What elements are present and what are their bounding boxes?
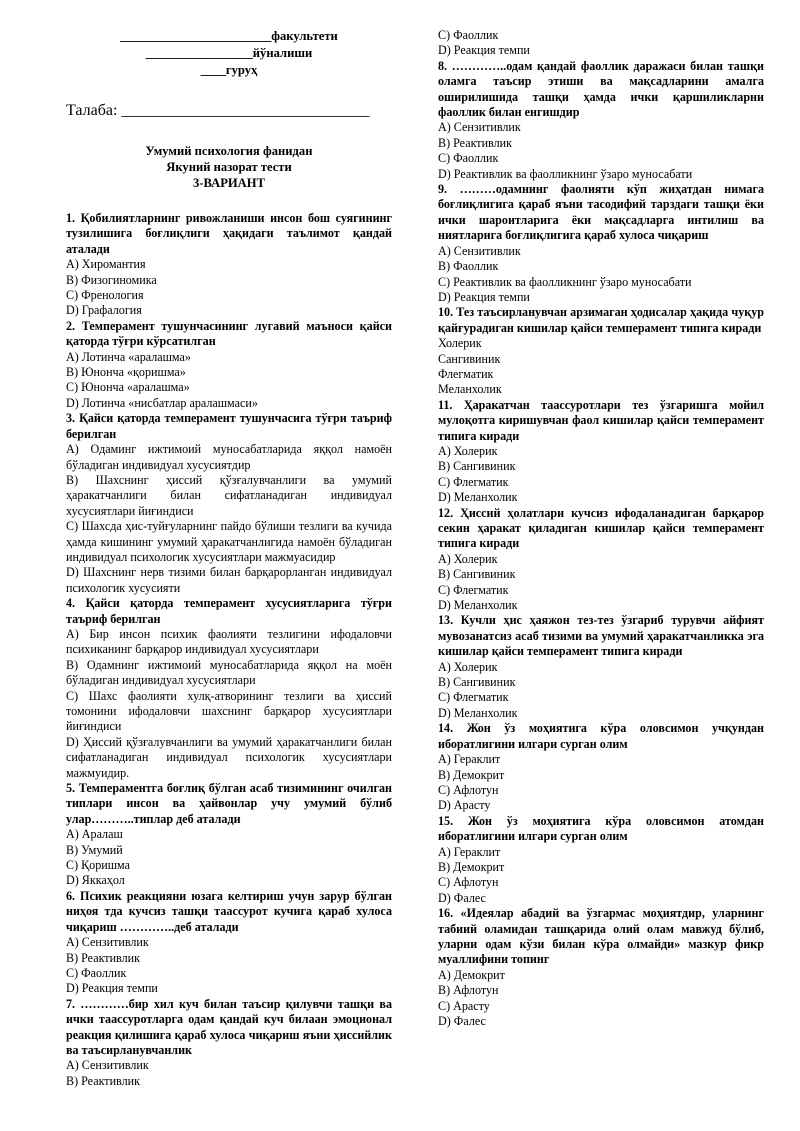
subject-title: Умумий психология фанидан	[145, 144, 313, 158]
answer-option: Сангивиник	[438, 351, 501, 366]
answer-option: B) Демокрит	[438, 859, 505, 874]
answer-option: C) Арасту	[438, 998, 490, 1013]
answer-option: Холерик	[438, 336, 482, 351]
question-text: 11. Ҳаракатчан таассуротлари тез ўзгаришга мойил мулоқотга киришувчан фаол кишилар қайси темперамент типига киради	[438, 397, 764, 443]
answer-option: D) Меланхолик	[438, 490, 518, 505]
question-text: 7. …………бир хил куч билан таъсир қилувчи ташқи ва ички таассуротларга одам қандай куч билаан эмоционал реакция қилишига қараб хулоса чиқариш яъни ҳиссийлик ва таъсирланувчанлик	[66, 996, 392, 1057]
student-label: Талаба:	[66, 102, 118, 119]
answer-option: C) Флегматик	[438, 582, 509, 597]
answer-option: C) Шахс фаолияти хулқ-атворининг тезлиги ва ҳиссий томонини ифодаловчи шахснинг барқарор хусусиятлари йиғиндиси	[66, 688, 392, 734]
question-text: 10. Тез таъсирланувчан арзимаган ҳодисалар ҳақида чуқур қайғурадиган кишилар қайси темперамент типига киради	[438, 305, 764, 335]
answer-option: A) Одаминг ижтимоий муносабатларида яққол намоён бўладиган индивидуал хусусиятдир	[66, 442, 392, 472]
answer-option: A) Хиромантия	[66, 257, 146, 272]
answer-option: B) Шахснинг ҳиссий қўзғалувчанлиги ва умумий ҳаракатчанлиги билан сифатланадиган индивидуал хусусиятлари йиғиндиси	[66, 472, 392, 518]
answer-option: D) Реактивлик ва фаолликнинг ўзаро муносабати	[438, 166, 693, 181]
right-column	[438, 28, 764, 1029]
question-text: 13. Кучли ҳис ҳаяжон тез-тез ўзгариб турувчи айфият мувозанатсиз асаб тизими ва умумий ҳаракатчанликка эга кишилар қайси темперамент типига киради	[438, 613, 764, 659]
answer-option: D) Реакция темпи	[66, 981, 158, 996]
question-text: 9. ………одамнинг фаолияти кўп жиҳатдан нимага боғлиқлигига қараб яъни тасодифий тарздаги ташқи ёки ички шароитларига ёки мақсадларга интилиш ва ниятларига боғлиқлигига қараб хулоса чиқариш	[438, 182, 764, 243]
group-line: ____гуруҳ	[200, 63, 258, 77]
faculty-line: ________________________факультети	[120, 29, 338, 43]
answer-option: B) Одамнинг ижтимоий муносабатларида яққол на моён бўладиган индивидуал хусусиятлари	[66, 657, 392, 688]
answer-option: D) Яккаҳол	[66, 873, 125, 888]
answer-option: A) Аралаш	[66, 827, 123, 842]
answer-option: D) Фалес	[438, 1014, 486, 1028]
answer-option: A) Бир инсон психик фаолияти тезлигини ифодаловчи психиканинг барқарор индивидуал хусусиятлари	[66, 626, 392, 657]
answer-option: C) Флегматик	[438, 474, 509, 489]
question-text: 5. Темпераментга боғлиқ бўлган асаб тизимининг очилган типлари инсон ва ҳайвонлар учу умумий бўлиб улар………..типлар деб аталади	[66, 781, 392, 826]
question-text: 12. Ҳиссий ҳолатлари кучсиз ифодаланадиган барқарор секин ҳаракат қиладиган кишилар қайси темперамент типига киради	[438, 505, 764, 551]
answer-option: Меланхолик	[438, 382, 502, 397]
test-title: Якуний назорат тести	[166, 160, 292, 174]
answer-option: C) Шахсда ҳис-туйғуларнинг пайдо бўлиши тезлиги ва кучида ҳамда кишининг умумий ҳаракатчанлигида намоён бўладиган индивидуал психологик хусусиятлари мажмуасидир	[66, 519, 392, 564]
answer-option: A) Холерик	[438, 443, 498, 458]
answer-option: C) Юнонча «аралашма»	[66, 380, 190, 395]
answer-option: B) Реактивлик	[66, 1073, 140, 1088]
answer-option: B) Умумий	[66, 842, 123, 857]
answer-option: A) Холерик	[438, 659, 498, 674]
answer-option: D) Лотинча «нисбатлар аралашмаси»	[66, 395, 258, 410]
right-question-list	[438, 28, 764, 1029]
answer-option: D) Реакция темпи	[438, 43, 530, 58]
answer-option: A) Демокрит	[438, 967, 505, 982]
answer-option: D) Ҳиссий қўзғалувчанлиги ва умумий ҳаракатчанлиги билан сифатланадиган индивидуал психологик хусусиятлари мажмуидир.	[66, 734, 392, 780]
answer-option: C) Фаоллик	[438, 28, 499, 42]
direction-line: _________________йўналиши	[145, 46, 313, 60]
student-field	[66, 101, 392, 121]
answer-option: C) Афлотун	[438, 782, 499, 797]
question-text: 4. Қайси қаторда темперамент хусусиятларига тўғри таъриф берилган	[66, 596, 392, 626]
question-text: 16. «Идеялар абадий ва ўзгармас моҳиятдир, уларнинг табиий оламидан ташқарида олий олам мавжуд бўлиб, уларни одам кўзи билан кўра олмайди» мазкур фикр муаллифини топинг	[438, 906, 764, 967]
answer-option: D) Шахснинг нерв тизими билан барқарорланган индивидуал психологик хусусияти	[66, 565, 392, 595]
answer-option: B) Сангивиник	[438, 675, 516, 690]
answer-option: C) Флегматик	[438, 690, 509, 705]
answer-option: B) Демокрит	[438, 767, 505, 782]
question-text: 8. …………..одам қандай фаоллик даражаси билан ташқи оламга таъсир этиши ва мақсадларини амалга оширилишида ташқи ҳамда ички қаршиликларни фаоллик билан енгишдир	[438, 58, 764, 120]
answer-option: A) Сензитивлик	[438, 243, 521, 258]
answer-option: C) Фаоллик	[438, 151, 499, 166]
answer-option: C) Фаоллик	[66, 965, 127, 980]
answer-option: B) Фаоллик	[438, 259, 499, 274]
answer-option: D) Арасту	[438, 798, 491, 813]
answer-option: C) Афлотун	[438, 875, 499, 890]
left-column	[66, 28, 392, 1089]
answer-option: A) Гераклит	[438, 752, 501, 767]
student-blank: _______________________________	[121, 102, 370, 119]
answer-option: D) Графалогия	[66, 303, 142, 318]
answer-option: B) Сангивиник	[438, 567, 516, 582]
answer-option: B) Юнонча «қоришма»	[66, 365, 186, 380]
question-text: 14. Жон ўз моҳиятига кўра оловсимон учқундан иборатлигини илгари сурган олим	[438, 721, 764, 751]
answer-option: B) Физогиномика	[66, 272, 157, 287]
answer-option: A) Сензитивлик	[66, 1058, 149, 1073]
answer-option: C) Френология	[66, 288, 144, 303]
answer-option: A) Холерик	[438, 551, 498, 566]
answer-option: C) Реактивлик ва фаолликнинг ўзаро муносабати	[438, 274, 692, 289]
question-text: 15. Жон ўз моҳиятига кўра оловсимон атомдан иборатлигини илгари сурган олим	[438, 813, 764, 844]
answer-option: D) Реакция темпи	[438, 289, 530, 304]
answer-option: D) Фалес	[438, 890, 486, 905]
answer-option: B) Сангивиник	[438, 459, 516, 474]
left-question-list	[66, 211, 392, 1089]
answer-option: A) Сензитивлик	[438, 120, 521, 135]
answer-option: D) Меланхолик	[438, 598, 518, 613]
question-text: 6. Психик реакцияни юзага келтириш учун зарур бўлган ниҳоя тда кучсиз ташқи таассурот кучига қараб хулоса чиқариш …………..деб аталади	[66, 888, 392, 934]
answer-option: A) Гераклит	[438, 844, 501, 859]
answer-option: D) Меланхолик	[438, 705, 518, 720]
answer-option: C) Қоришма	[66, 858, 130, 873]
question-text: 1. Қобилиятларнинг ривожланиши инсон бош суягининг тузилишига боғлиқлиги ҳақидаги таълимот қандай аталади	[66, 211, 392, 256]
answer-option: Флегматик	[438, 366, 494, 381]
answer-option: A) Сензитивлик	[66, 935, 149, 950]
answer-option: B) Реактивлик	[66, 950, 140, 965]
question-text: 2. Темперамент тушунчасининг лугавий маъноси қайси қаторда тўғри кўрсатилган	[66, 318, 392, 349]
answer-option: B) Афлотун	[438, 983, 499, 998]
variant-title: 3-ВАРИАНТ	[193, 176, 265, 190]
answer-option: A) Лотинча «аралашма»	[66, 349, 191, 364]
question-text: 3. Қайси қаторда темперамент тушунчасига тўғри таъриф берилган	[66, 411, 392, 441]
answer-option: B) Реактивлик	[438, 135, 512, 150]
